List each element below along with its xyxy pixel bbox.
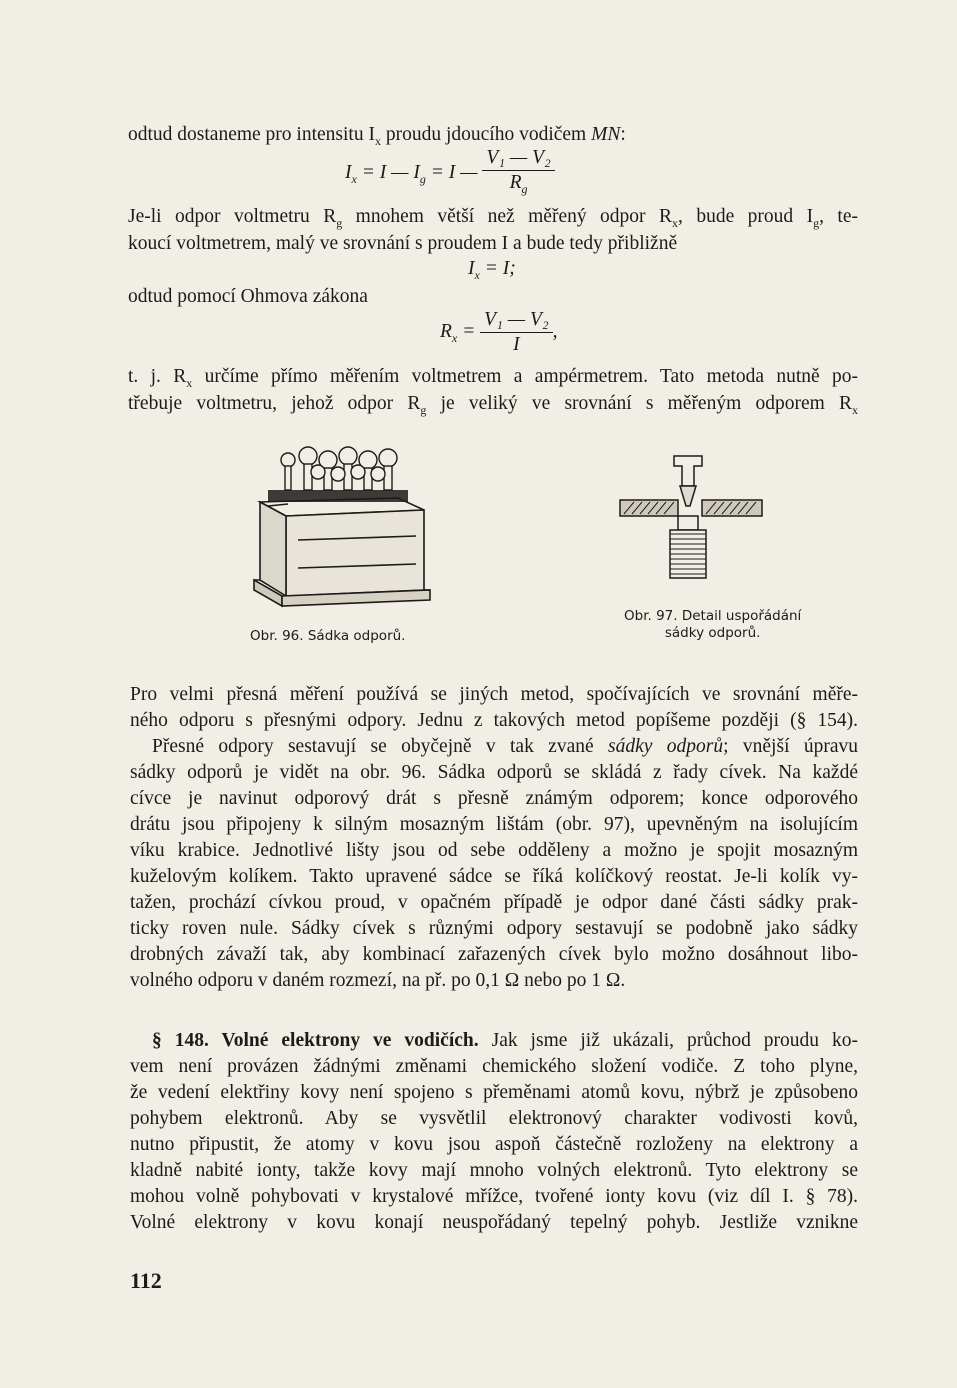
text-line: koucí voltmetrem, malý ve srovnání s proudem I a bude tedy přibližně bbox=[128, 233, 678, 254]
text-line: vem není provázen žádnými změnami chemického složení vodiče. Z toho plyne, bbox=[130, 1056, 858, 1077]
text-line: víku krabice. Jednotlivé lišty jsou od sebe odděleny a možno je spojit mosazným bbox=[130, 840, 858, 861]
resistance-box-illustration bbox=[248, 440, 438, 610]
text-line: Přesné odpory sestavují se obyčejně v tak zvané sádky odporů; vnější úpravu bbox=[152, 736, 858, 757]
text-line: odtud pomocí Ohmova zákona bbox=[128, 286, 368, 307]
text-line: nutno připustit, že atomy v kovu jsou aspoň částečně rozloženy na elektrony a bbox=[130, 1134, 858, 1155]
text-line: pohybem elektronů. Aby se vysvětlil elektronový charakter vodivosti kovů, bbox=[130, 1108, 858, 1129]
text-line: Pro velmi přesná měření používá se jiných metod, spočívajících ve srovnání měře- bbox=[130, 684, 858, 705]
text-line: drátu jsou připojeny k silným mosazným lištám (obr. 97), upevněným na isolujícím bbox=[130, 814, 858, 835]
text-line: ticky roven nule. Sádky cívek s různými odpory sestavují se podobně jako sádky bbox=[130, 918, 858, 939]
text-line: drobných závaží tak, aby kombinací zařazených cívek bylo možno dosáhnout libo- bbox=[130, 944, 858, 965]
text-line: že vedení elektřiny kovy není spojeno s přeměnami atomů kovu, nýbrž je způsobeno bbox=[130, 1082, 858, 1103]
text-line: Volné elektrony v kovu konají neuspořádaný tepelný pohyb. Jestliže vznikne bbox=[130, 1212, 858, 1233]
text-line: t. j. $R_x$ určíme přímo měřením voltmetrem a ampérmetrem. Tato metoda nutně po- bbox=[128, 366, 858, 390]
equation-ix: $I_x = I$ — $I_g = I$ — $\frac{\text{V₁ — V₂}}{R_g}$ bbox=[345, 146, 555, 201]
figure-97-caption: Obr. 97. Detail uspořádání sádky odporů. bbox=[624, 608, 802, 641]
figure-96-caption: Obr. 96. Sádka odporů. bbox=[250, 628, 406, 644]
text-line: sádky odporů je vidět na obr. 96. Sádka odporů se skládá z řady cívek. Na každé bbox=[130, 762, 858, 783]
text-line: ného odporu s přesnými odpory. Jednu z takových metod popíšeme později (§ 154). bbox=[130, 710, 858, 731]
text-line: volného odporu v daném rozmezí, na př. po 0,1 Ω nebo po 1 Ω. bbox=[130, 970, 626, 991]
text-line: kuželovým kolíkem. Takto upravené sádce se říká kolíčkový reostat. Je-li kolík vy- bbox=[130, 866, 858, 887]
equation-rx: $R_x$ = $\frac{\text{V₁ — V₂}}{I}$ , bbox=[440, 309, 558, 355]
fraction: $\frac{\text{V₁ — V₂}}{I}$ bbox=[480, 308, 552, 357]
text-line: třebuje voltmetru, jehož odpor $R_g$ je veliký ve srovnání s měřeným odporem $R_x$ bbox=[128, 393, 858, 417]
section-heading-line: § 148. Volné elektrony ve vodičích. Jak jsme již ukázali, průchod proudu ko- bbox=[152, 1030, 859, 1051]
page-number: 112 bbox=[130, 1268, 162, 1293]
text-line: kladně nabité ionty, takže kovy mají mnoho volných elektronů. Tyto elektrony se bbox=[130, 1160, 858, 1181]
text-line: mohou volně pohybovati v krystalové mřížce, tvořené ionty kovu (viz díl I. § 78). bbox=[130, 1186, 858, 1207]
text-line: Je-li odpor voltmetru $R_g$ mnohem větší než měřený odpor $R_x$, bude proud $I_g$, te- bbox=[128, 206, 858, 230]
section-heading: § 148. Volné elektrony ve vodičích. bbox=[152, 1030, 479, 1051]
resistance-box-detail-illustration bbox=[618, 446, 766, 586]
text-line: tažen, prochází cívkou proud, v opačném případě je odpor dané části sádky prak- bbox=[130, 892, 858, 913]
equation-ix-approx: $I_x = I$; bbox=[468, 258, 516, 282]
text-line: cívce je navinut odporový drát s přesně známým odporem; konce odporového bbox=[130, 788, 858, 809]
fraction: $\frac{\text{V₁ — V₂}}{R_g}$ bbox=[482, 146, 554, 201]
text-line: odtud dostaneme pro intensitu $I_x$ proudu jdoucího vodičem MN: bbox=[128, 124, 626, 148]
